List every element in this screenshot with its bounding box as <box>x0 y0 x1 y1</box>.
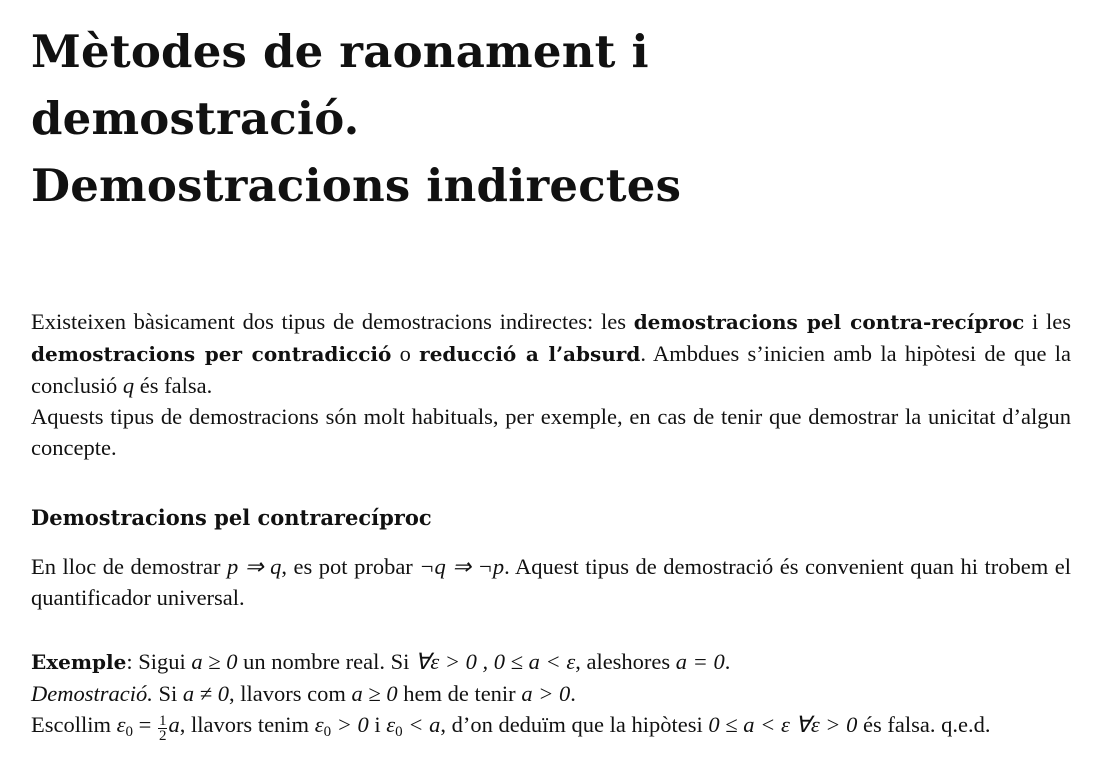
proof-label: Demostració. <box>31 681 153 706</box>
example-text: , aleshores <box>575 649 676 674</box>
proof-text: Si <box>152 681 183 706</box>
proof-text: . <box>570 681 576 706</box>
example-text: un nombre real. Si <box>237 649 415 674</box>
intro-text: i les <box>1024 309 1071 334</box>
example-text: : Sigui <box>126 649 192 674</box>
math-subscript: 0 <box>323 724 332 740</box>
math-forall-eps: ∀ε > 0 , 0 ≤ a < ε <box>414 649 576 674</box>
example-block <box>31 646 1071 743</box>
section-text: . Aquest tipus de demostració és convenient quan hi trobem el quantificador universal. <box>31 554 1072 610</box>
document-title <box>31 18 1071 219</box>
term-contrareciproc: demostracions pel contra-recíproc <box>633 310 1025 334</box>
example-text: . <box>724 649 731 674</box>
math-a-positive: a > 0 <box>521 681 571 706</box>
intro-second-paragraph: Aquests tipus de demostracions són molt habituals, per exemple, en cas de tenir que demostrar la unicitat d’algun concepte. <box>31 404 1071 460</box>
math-a-zero: a = 0 <box>675 649 725 674</box>
section-paragraph <box>31 551 1071 613</box>
math-contrapositive: ¬q ⇒ ¬p <box>419 554 505 579</box>
section-heading: Demostracions pel contrarecíproc <box>31 505 432 530</box>
term-reduccio-absurd: reducció a l’absurd <box>419 342 641 366</box>
proof-conclusion <box>31 709 1071 743</box>
page-content <box>31 18 1072 744</box>
math-a-nonzero: a ≠ 0 <box>182 681 229 706</box>
proof-text: , llavors tenim <box>179 712 315 737</box>
title-line-2: demostració. <box>31 92 360 145</box>
math-eps: ε <box>386 712 396 737</box>
title-line-1: Mètodes de raonament i <box>31 25 649 78</box>
proof-text: Escollim <box>31 712 117 737</box>
intro-text: és falsa. <box>134 373 213 398</box>
math-implication: p ⇒ q <box>227 554 282 579</box>
intro-text: o <box>391 341 420 366</box>
proof-text: , llavors com <box>229 681 352 706</box>
fraction-numerator: 1 <box>158 713 167 729</box>
math-fraction <box>158 714 168 743</box>
math-eps-less-a: < a <box>402 712 441 737</box>
math-subscript: 0 <box>395 724 403 740</box>
example-statement <box>31 646 1071 678</box>
section-text: , es pot probar <box>281 554 420 579</box>
math-eps: ε <box>116 712 126 737</box>
section-text: En lloc de demostrar <box>31 554 228 579</box>
math-equals: = <box>133 712 157 737</box>
term-contradiccio: demostracions per contradicció <box>31 342 392 366</box>
intro-text: Existeixen bàsicament dos tipus de demostracions indirectes: les <box>31 309 634 334</box>
proof-text: és falsa. q.e.d. <box>857 712 991 737</box>
math-q: q <box>122 373 135 398</box>
proof-text: , d’on deduïm que la hipòtesi <box>440 712 709 737</box>
intro-paragraph <box>31 306 1071 463</box>
proof-text: i <box>368 712 387 737</box>
math-a: a <box>168 712 180 737</box>
intro-text: . Ambdues s’inicien amb la hipòtesi de que la conclusió <box>31 341 1071 398</box>
math-a-nonneg: a ≥ 0 <box>191 649 238 674</box>
proof-line <box>31 678 1071 709</box>
math-a-nonneg: a ≥ 0 <box>351 681 398 706</box>
fraction-denominator: 2 <box>158 728 167 744</box>
math-eps-positive: > 0 <box>331 712 369 737</box>
example-label: Exemple <box>31 650 127 674</box>
math-eps: ε <box>314 712 324 737</box>
math-hypothesis: 0 ≤ a < ε ∀ε > 0 <box>708 712 858 737</box>
title-line-3: Demostracions indirectes <box>31 159 682 212</box>
proof-text: hem de tenir <box>397 681 522 706</box>
math-subscript: 0 <box>125 724 133 740</box>
